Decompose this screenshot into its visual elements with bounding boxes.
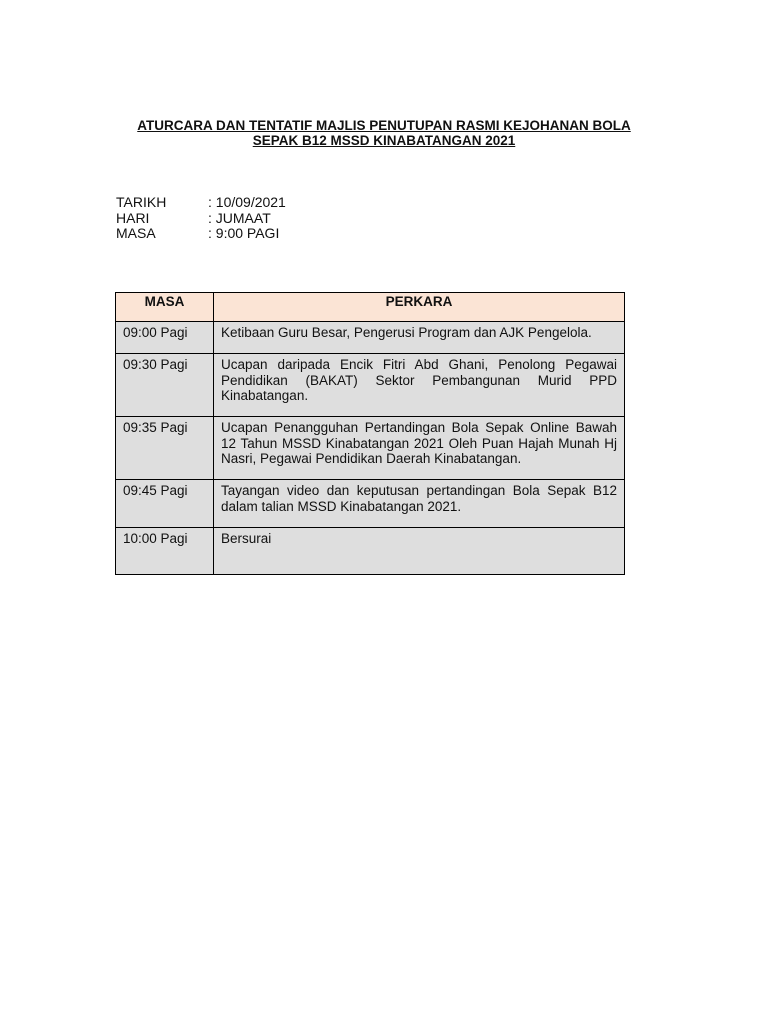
- cell-perkara: Bersurai: [214, 528, 625, 575]
- table-row: [116, 528, 625, 575]
- cell-masa: 09:35 Pagi: [116, 417, 214, 480]
- cell-masa: 09:45 Pagi: [116, 480, 214, 528]
- table-row: [116, 354, 625, 417]
- header-perkara: PERKARA: [214, 293, 625, 322]
- cell-perkara: Ucapan daripada Encik Fitri Abd Ghani, Penolong Pegawai Pendidikan (BAKAT) Sektor Pembangunan Murid PPD Kinabatangan.: [214, 354, 625, 417]
- cell-perkara: Ketibaan Guru Besar, Pengerusi Program dan AJK Pengelola.: [214, 322, 625, 354]
- info-label: HARI: [116, 209, 150, 226]
- info-row-hari: [116, 211, 286, 227]
- title-line-2: SEPAK B12 MSSD KINABATANGAN 2021: [252, 133, 516, 148]
- header-masa: MASA: [116, 293, 214, 322]
- document-title: [100, 118, 668, 148]
- cell-masa: 10:00 Pagi: [116, 528, 214, 575]
- table-row: [116, 480, 625, 528]
- event-info: [116, 195, 286, 242]
- table-row: [116, 322, 625, 354]
- cell-perkara: Tayangan video dan keputusan pertandingan Bola Sepak B12 dalam talian MSSD Kinabatangan 2021.: [214, 480, 625, 528]
- title-line-1: ATURCARA DAN TENTATIF MAJLIS PENUTUPAN RASMI KEJOHANAN BOLA: [137, 118, 631, 133]
- info-value: : 10/09/2021: [208, 194, 286, 210]
- table-header-row: [116, 293, 625, 322]
- info-value: : 9:00 PAGI: [208, 225, 280, 241]
- cell-perkara: Ucapan Penangguhan Pertandingan Bola Sepak Online Bawah 12 Tahun MSSD Kinabatangan 2021 Oleh Puan Hajah Munah Hj Nasri, Pegawai Pendidikan Daerah Kinabatangan.: [214, 417, 625, 480]
- schedule-table: [115, 292, 625, 575]
- info-label: MASA: [116, 225, 156, 241]
- cell-masa: 09:00 Pagi: [116, 322, 214, 354]
- table-row: [116, 417, 625, 480]
- cell-masa: 09:30 Pagi: [116, 354, 214, 417]
- info-row-masa: [116, 226, 286, 242]
- info-value: : JUMAAT: [208, 209, 271, 226]
- info-row-tarikh: [116, 195, 286, 211]
- info-label: TARIKH: [116, 194, 167, 210]
